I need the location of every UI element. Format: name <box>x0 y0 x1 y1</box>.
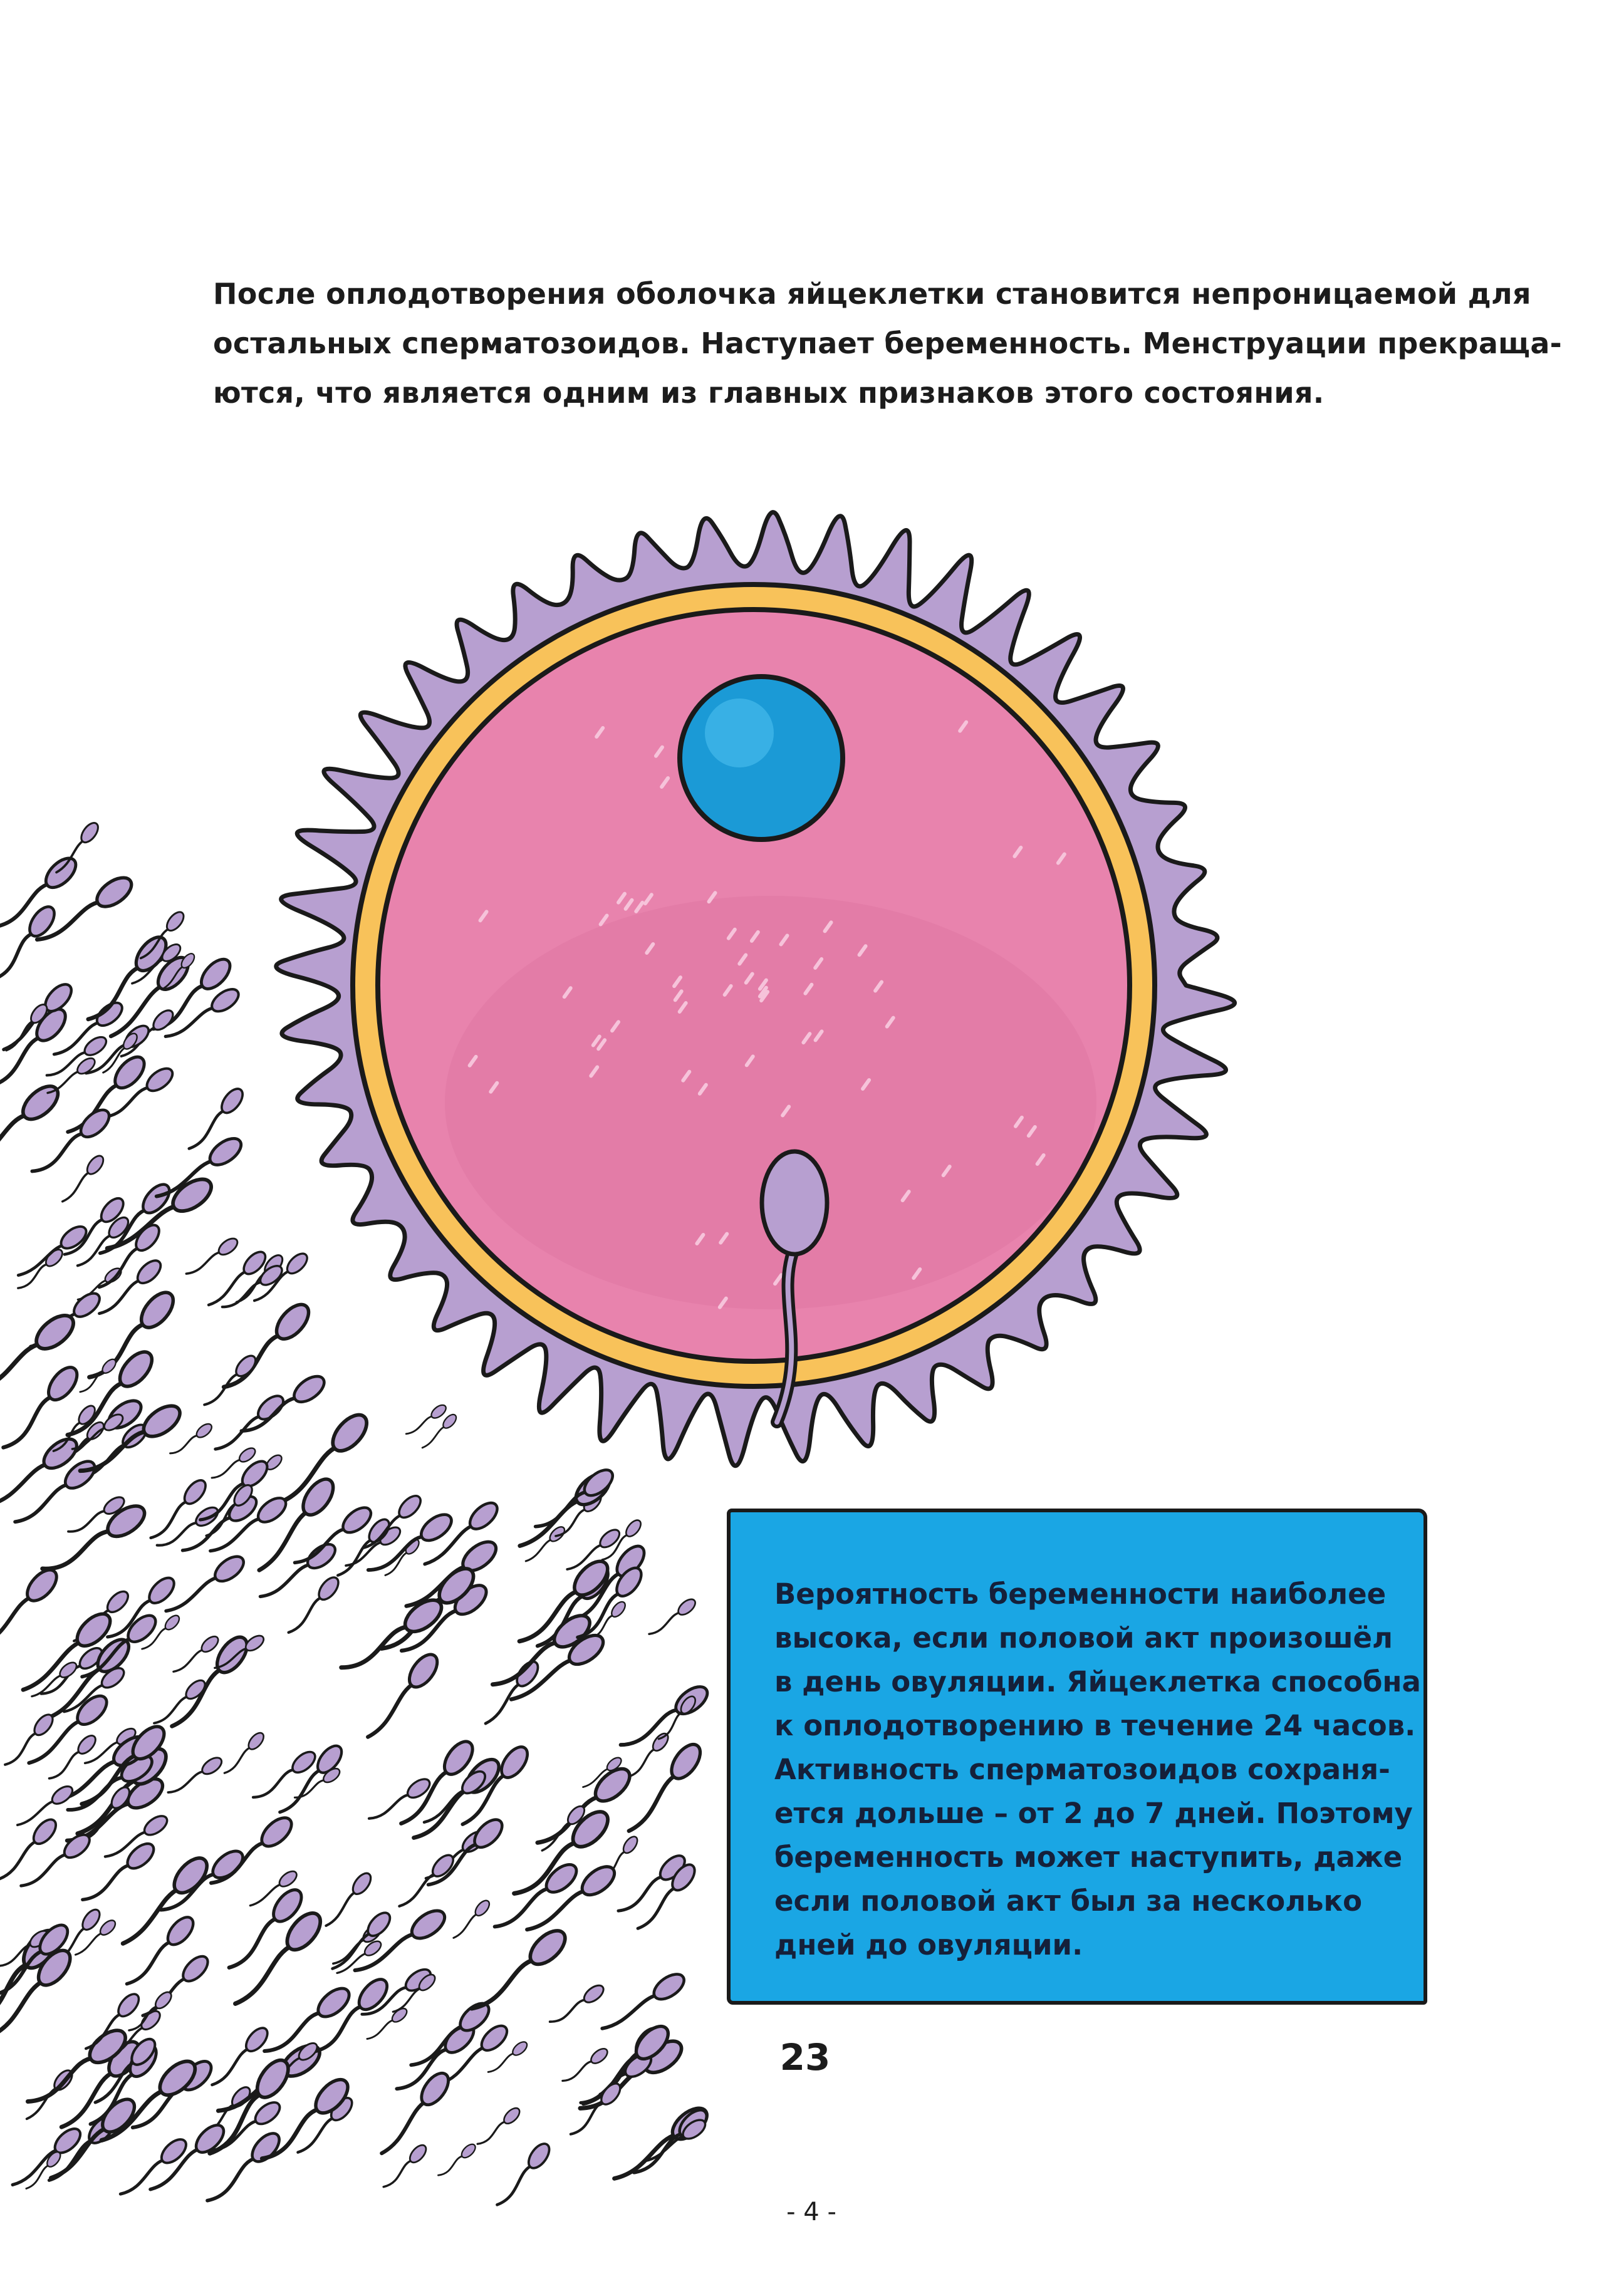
sperm-cell <box>330 1909 394 1977</box>
sperm-cell <box>570 2080 623 2142</box>
sperm-cell <box>0 1816 60 1887</box>
sperm-cell <box>19 1831 93 1896</box>
sperm-cell <box>482 1658 542 1731</box>
sperm-cell <box>368 1775 433 1827</box>
intro-line: ются, что является одним из главных признаков этого состояния. <box>213 376 1325 410</box>
sperm-cell <box>405 1403 449 1440</box>
sperm-cell <box>185 1235 240 1281</box>
sperm-cell <box>18 1247 65 1295</box>
sperm-cell <box>437 2142 477 2181</box>
info-box <box>727 1509 1427 2005</box>
sperm-cell <box>477 2106 523 2151</box>
sperm-cell <box>203 1353 259 1413</box>
intro-line: После оплодотворения оболочка яйцеклетки становится непроницаемой для <box>213 277 1531 311</box>
intro-line: остальных сперматозоидов. Наступает беременность. Менструации прекраща- <box>213 326 1563 360</box>
info-box-text <box>774 1572 1421 1967</box>
sperm-cell <box>397 1851 457 1913</box>
info-line: к оплодотворению в течение 24 часов. <box>774 1709 1416 1742</box>
sperm-cell <box>54 820 102 878</box>
sperm-cell <box>495 2140 553 2212</box>
sperm-cell <box>81 1839 158 1911</box>
sperm-cell <box>323 1870 374 1931</box>
sperm-cell <box>169 1421 214 1460</box>
nucleus-highlight <box>705 699 774 767</box>
sperm-cell <box>452 1898 492 1943</box>
sperm-cell <box>353 1905 450 1983</box>
sperm-cell <box>41 1500 150 1585</box>
info-line: дней до овуляции. <box>774 1928 1083 1961</box>
sperm-cell <box>0 903 59 990</box>
sheet-number: - 4 - <box>786 2198 836 2226</box>
sperm-cell <box>172 1634 221 1678</box>
sperm-cell <box>97 1221 164 1296</box>
sperm-cell <box>0 1565 62 1656</box>
sperm-cell <box>364 1649 443 1746</box>
info-line: ется дольше – от 2 до 7 дней. Поэтому <box>774 1797 1413 1830</box>
sperm-cell <box>61 1153 107 1207</box>
cytoplasm-shade <box>445 896 1096 1309</box>
sperm-cell <box>25 2149 63 2193</box>
sperm-cell <box>562 2046 610 2088</box>
sperm-cell <box>420 1412 458 1452</box>
sperm-cell <box>252 1748 319 1807</box>
info-line: беременность может наступить, даже <box>774 1841 1403 1874</box>
sperm-cell <box>65 1052 150 1143</box>
sperm-cell <box>167 1755 224 1800</box>
info-line: если половой акт был за несколько <box>774 1884 1363 1918</box>
sperm-cell <box>311 1975 392 2064</box>
sperm-cell <box>648 1596 698 1641</box>
info-line: Активность сперматозоидов сохраня- <box>774 1753 1390 1786</box>
sperm-cell <box>223 1730 266 1779</box>
info-line: высока, если половой акт произошёл <box>774 1621 1393 1654</box>
info-line: в день овуляции. Яйцеклетка способна <box>774 1665 1421 1698</box>
sperm-cell <box>625 1740 706 1841</box>
sperm-cell <box>628 1731 671 1782</box>
sperm-cell <box>164 1552 247 1622</box>
sperm-cell <box>549 1982 606 2030</box>
sperm-cell <box>240 1371 329 1444</box>
page-number: 23 <box>779 2036 831 2079</box>
sperm-cell <box>287 1574 342 1640</box>
sperm-cell <box>600 1969 689 2039</box>
info-line: Вероятность беременности наиболее <box>774 1577 1387 1611</box>
sperm-cell <box>427 1815 507 1896</box>
